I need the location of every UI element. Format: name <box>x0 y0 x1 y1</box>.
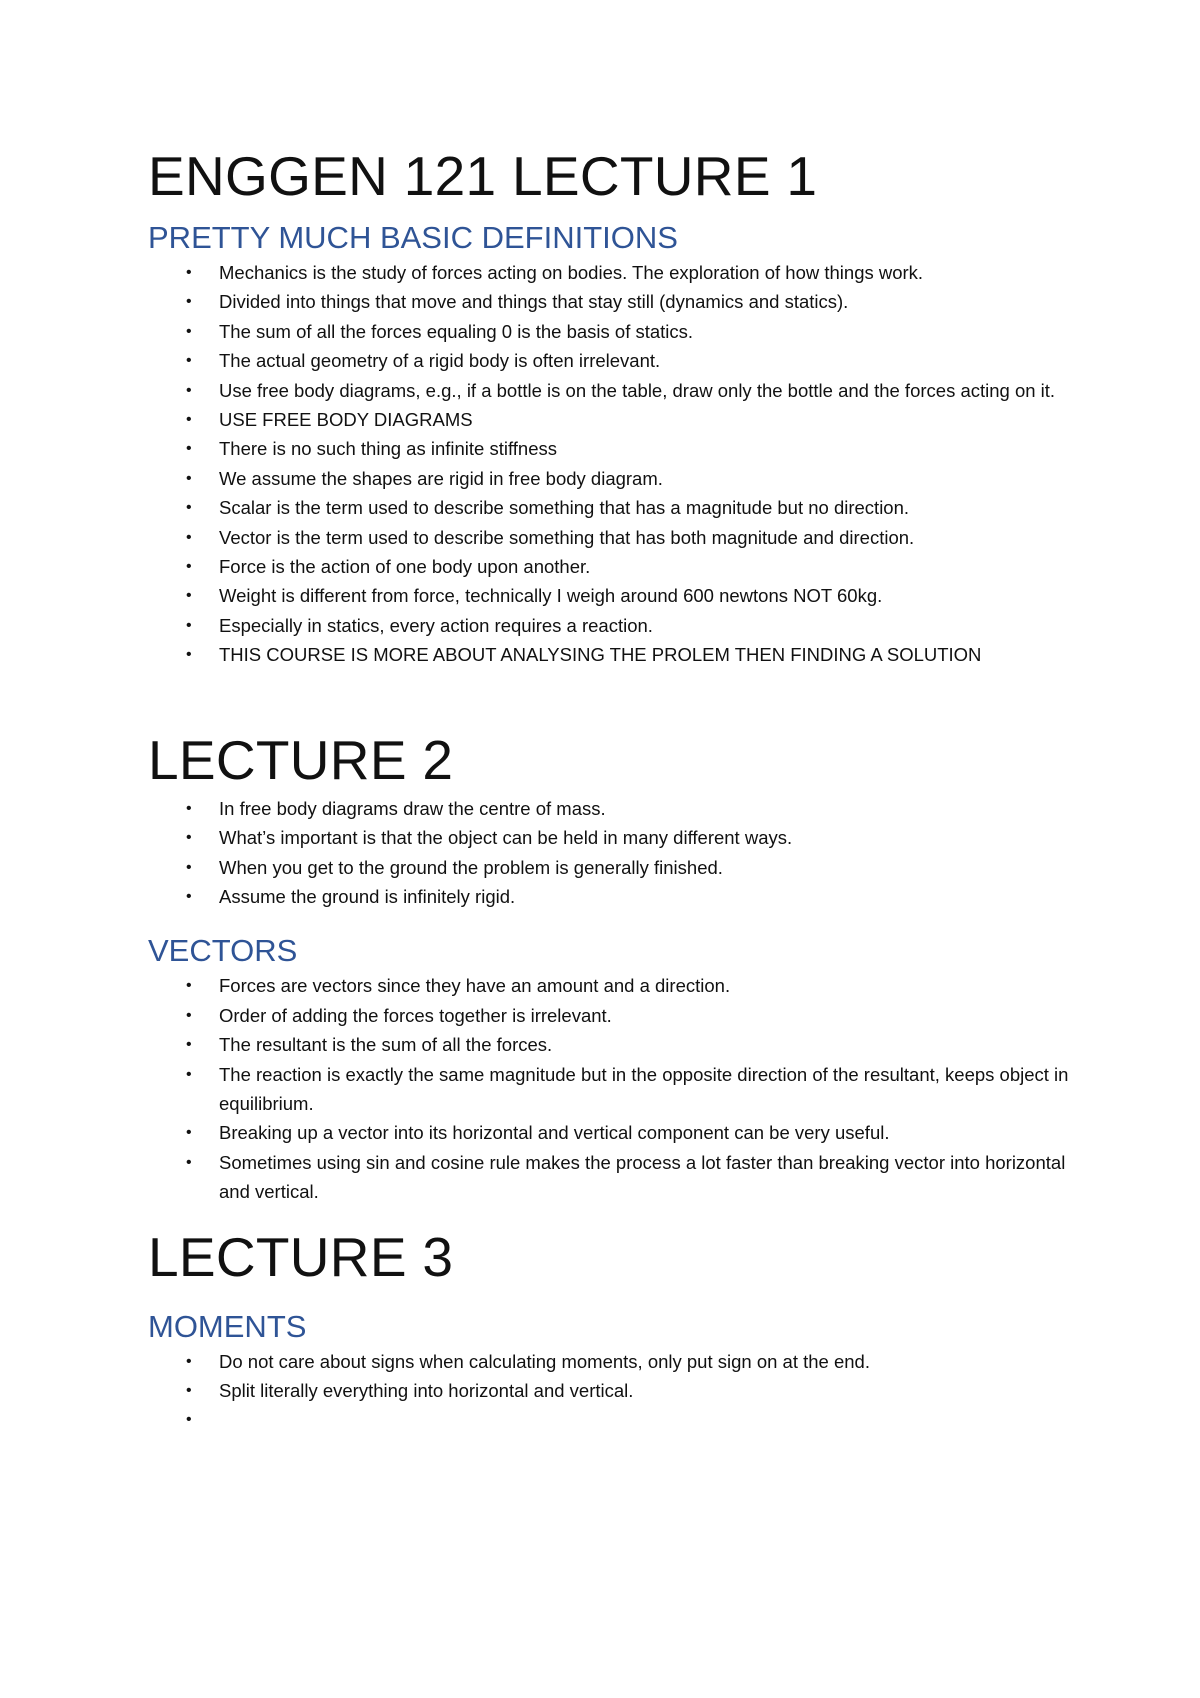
bullet-icon: • <box>186 1352 192 1370</box>
bullet-icon: • <box>186 587 192 605</box>
lecture-2-heading: LECTURE 2 <box>148 728 454 791</box>
bullet-icon: • <box>186 381 192 399</box>
bullet-icon: • <box>186 411 192 429</box>
list-item: • What’s important is that the object can be held in many different ways. <box>148 823 1078 852</box>
bullet-icon: • <box>186 858 192 876</box>
list-item: • Vector is the term used to describe something that has both magnitude and direction. <box>148 523 1078 552</box>
bullet-icon: • <box>186 528 192 546</box>
list-item: • The reaction is exactly the same magnitude but in the opposite direction of the resultant, keeps object in equilibrium. <box>148 1060 1078 1119</box>
bullet-icon: • <box>186 1381 192 1399</box>
list-item: • Force is the action of one body upon another. <box>148 552 1078 581</box>
list-item: • We assume the shapes are rigid in free body diagram. <box>148 464 1078 493</box>
bullet-icon: • <box>186 558 192 576</box>
list-moments <box>148 1347 1078 1435</box>
list-item: • The resultant is the sum of all the forces. <box>148 1030 1078 1059</box>
list-item: • Divided into things that move and things that stay still (dynamics and statics). <box>148 287 1078 316</box>
bullet-icon: • <box>186 799 192 817</box>
list-item: • Especially in statics, every action requires a reaction. <box>148 611 1078 640</box>
list-item: • Scalar is the term used to describe something that has a magnitude but no direction. <box>148 493 1078 522</box>
subheading-vectors: VECTORS <box>148 933 298 969</box>
list-lecture-2 <box>148 794 1078 912</box>
bullet-icon: • <box>186 1036 192 1054</box>
list-item: • Weight is different from force, technically I weigh around 600 newtons NOT 60kg. <box>148 581 1078 610</box>
bullet-icon: • <box>186 264 192 281</box>
list-item: • THIS COURSE IS MORE ABOUT ANALYSING THE PROLEM THEN FINDING A SOLUTION <box>148 640 1078 669</box>
list-vectors <box>148 971 1078 1206</box>
bullet-icon: • <box>186 469 192 487</box>
subheading-moments: MOMENTS <box>148 1308 307 1344</box>
list-item: • Sometimes using sin and cosine rule makes the process a lot faster than breaking vector into horizontal and vertical. <box>148 1148 1078 1207</box>
list-item: • The actual geometry of a rigid body is often irrelevant. <box>148 346 1078 375</box>
bullet-icon: • <box>186 322 192 340</box>
bullet-icon: • <box>186 1153 192 1171</box>
list-item: • When you get to the ground the problem is generally finished. <box>148 853 1078 882</box>
page-title: ENGGEN 121 LECTURE 1 <box>148 145 818 207</box>
list-item: • Split literally everything into horizontal and vertical. <box>148 1376 1078 1405</box>
bullet-icon: • <box>186 977 192 995</box>
list-item: • The sum of all the forces equaling 0 is the basis of statics. <box>148 317 1078 346</box>
bullet-icon: • <box>186 1006 192 1024</box>
list-item: • USE FREE BODY DIAGRAMS <box>148 405 1078 434</box>
document-page <box>148 140 1078 1434</box>
subheading-basic-definitions: PRETTY MUCH BASIC DEFINITIONS <box>148 220 678 255</box>
list-item: • Forces are vectors since they have an amount and a direction. <box>148 971 1078 1000</box>
list-item: • Do not care about signs when calculating moments, only put sign on at the end. <box>148 1347 1078 1376</box>
bullet-icon: • <box>186 646 192 664</box>
list-item <box>148 1405 1078 1434</box>
bullet-icon: • <box>186 1065 192 1083</box>
bullet-icon: • <box>186 499 192 517</box>
list-item: • Use free body diagrams, e.g., if a bottle is on the table, draw only the bottle and the forces acting on it. <box>148 376 1078 405</box>
list-item: • Mechanics is the study of forces acting on bodies. The exploration of how things work. <box>148 258 1078 287</box>
list-item: • Assume the ground is infinitely rigid. <box>148 882 1078 911</box>
bullet-icon: • <box>186 293 192 311</box>
bullet-icon: • <box>186 352 192 370</box>
bullet-icon: • <box>186 829 192 847</box>
lecture-3-heading: LECTURE 3 <box>148 1225 454 1288</box>
list-basic-definitions <box>148 258 1078 670</box>
list-item: • In free body diagrams draw the centre of mass. <box>148 794 1078 823</box>
list-item: • Order of adding the forces together is irrelevant. <box>148 1001 1078 1030</box>
list-item: • There is no such thing as infinite stiffness <box>148 434 1078 463</box>
list-item: • Breaking up a vector into its horizontal and vertical component can be very useful. <box>148 1118 1078 1147</box>
bullet-icon: • <box>186 1411 192 1429</box>
bullet-icon: • <box>186 1124 192 1142</box>
bullet-icon: • <box>186 440 192 458</box>
bullet-icon: • <box>186 887 192 905</box>
bullet-icon: • <box>186 616 192 634</box>
